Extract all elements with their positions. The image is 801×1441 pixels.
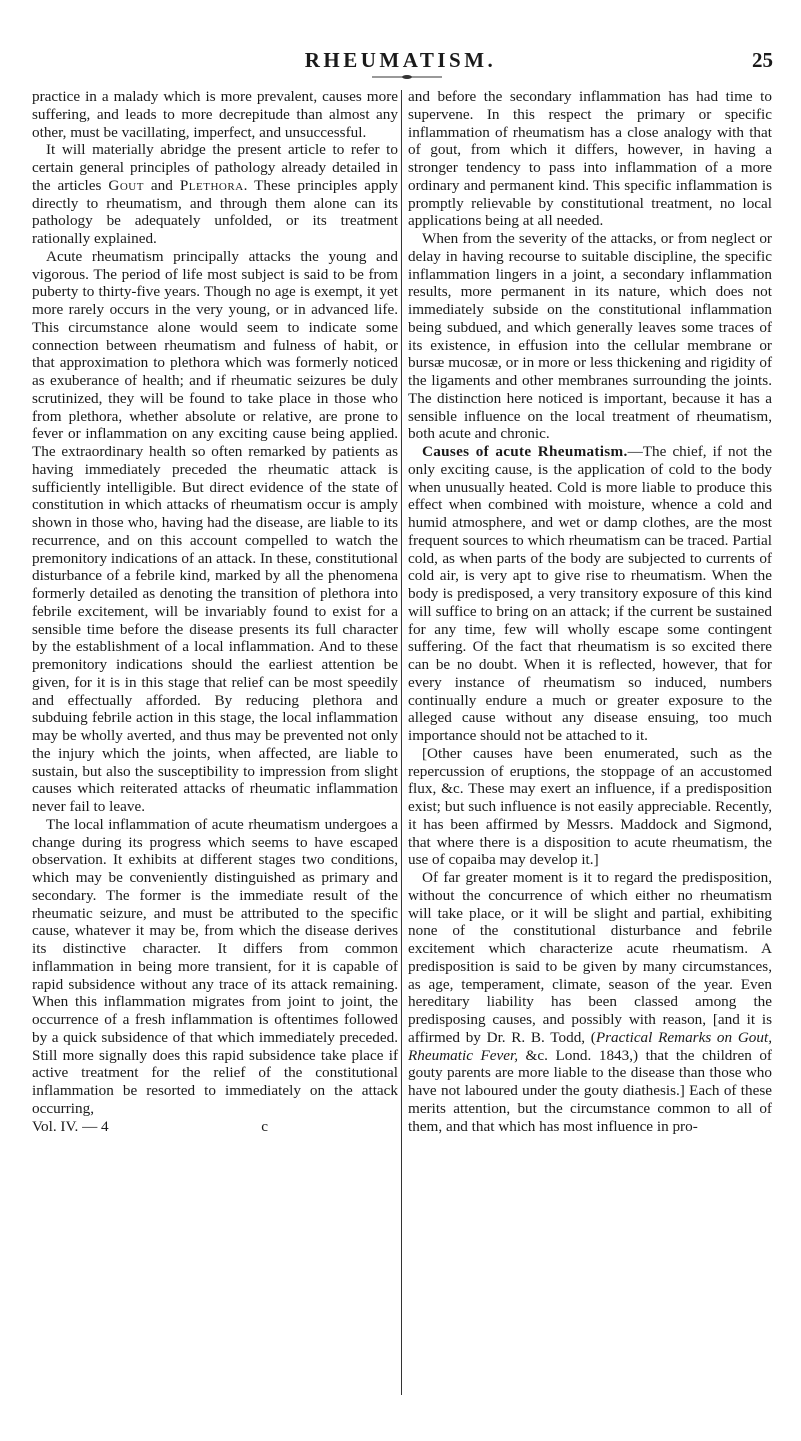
left-paragraph-3: Acute rheumatism principally attacks the young and vigorous. The period of life most subject is said to be from puberty to thirty-five years. Though no age is exempt, it yet more rarely occurs in the very young, or in advanced life. This circumstance alone would seem to indicate some connection between rheumatism and fulness of habit, or that approximation to plethora which was formerly noticed as exuberance of health; and if rheumatic seizures be duly scrutinized, they will be found to take place in those who from plethora, whether absolute or relative, are prone to fever or inflammation on any exciting cause being applied. The extraordinary health so often remarked by patients as having immediately preceded the rheumatic attack is sufficiently intelligible. But direct evidence of the state of constitution in which attacks of rheumatism occur is amply shown in those who, having had the disease, are liable to its recurrence, and on this account compelled to watch the premonitory indications of an attack. In these, constitutional disturbance of a febrile kind, marked by all the phenomena formerly detailed as denoting the transition of plethora into febrile excitement, will be invariably found to exist for a sensible time before the disease presents its full character by the establishment of a local inflammation. And to these premonitory indications should the earliest attention be given, for it is in this stage that relief can be most speedily and effectually afforded. By reducing plethora and subduing febrile action in this stage, the local inflammation may be wholly averted, and thus may be prevented not only the injury which the joints, when affected, are liable to sustain, but also the susceptibility to impression from slight causes which reiterated attacks of rheumatic inflammation never fail to leave.	[32, 247, 398, 815]
header-ornament-icon	[372, 74, 442, 80]
cited-title: Practical Remarks on Gout, Rheumatic Fever,	[408, 1028, 772, 1064]
running-title: RHEUMATISM.	[304, 48, 497, 72]
right-paragraph-5: Of far greater moment is it to regard the predisposition, without the concurrence of which either no rheumatism will take place, or it will be slight and partial, exhibiting none of the constitutional disturbance and febrile excitement which characterize acute rheumatism. A predisposition is said to be given by many circumstances, as age, temperament, climate, season of the year. Even hereditary liability has been classed among the predisposing causes, and possibly with reason, [and it is affirmed by Dr. R. B. Todd, (Practical Remarks on Gout, Rheumatic Fever, &c. Lond. 1843,) that the children of gouty parents are more liable to the disease than those who have not laboured under the gouty diathesis.] Each of these merits attention, but the circumstance common to all of them, and that which has most influence in pro-	[408, 869, 772, 1135]
gout-reference: Gout	[108, 176, 144, 194]
left-paragraph-1: practice in a malady which is more prevalent, causes more suffering, and leads to more decrepitude than almost any other, must be vacillating, imperfect, and unsuccessful.	[32, 88, 398, 141]
right-column	[408, 88, 772, 1135]
section-heading-causes: Causes of acute Rheumatism.	[422, 443, 628, 460]
gathering-mark: c	[261, 1117, 268, 1135]
right-paragraph-3: Causes of acute Rheumatism.—The chief, if not the only exciting cause, is the application of cold to the body when unusually heated. Cold is more liable to produce this effect when combined with moisture, whence a cold and humid atmosphere, and wet or damp clothes, are the most frequent sources to which rheumatism can be traced. Partial cold, as when parts of the body are subjected to currents of cold air, is very apt to give rise to rheumatism. When the body is predisposed, a very transitory exposure of this kind will suffice to bring on an attack; if the current be sustained for any time, few will wholly escape some contingent suffering. Of the fact that rheumatism is so excited there can be no doubt. When it is reflected, however, that for every instance of rheumatism so induced, numbers continually endure a much or greater exposure to the alleged cause without any disease ensuing, too much importance should not be attached to it.	[408, 443, 773, 744]
column-divider	[401, 90, 402, 1395]
left-paragraph-2: It will materially abridge the present article to refer to certain general principles of pathology already detailed in the articles Gout and Plethora. These principles apply directly to rheumatism, and through them alone can its pathology be adequately unfolded, or its treatment rationally explained.	[32, 141, 399, 247]
left-paragraph-4: The local inflammation of acute rheumatism undergoes a change during its progress which seems to have escaped observation. It exhibits at different stages two conditions, which may be conveniently distinguished as primary and secondary. The former is the immediate result of the rheumatic seizure, and must be attributed to the specific cause, whatever it may be, from which the disease derives its distinctive character. It differs from common inflammation in being more transient, for it is capable of rapid subsidence without any trace of its attack remaining. When this inflammation migrates from joint to joint, the occurrence of a fresh inflammation is oftentimes followed by a quick subsidence of that which immediately preceded. Still more signally does this rapid subsidence take place if active treatment for the relief of the constitutional inflammation be resorted to immediately on the attack occurring,	[32, 815, 398, 1117]
page-header	[0, 48, 801, 88]
plethora-reference: Plethora	[179, 176, 244, 194]
right-paragraph-2: When from the severity of the attacks, or from neglect or delay in having recourse to suitable discipline, the specific inflammation lingers in a joint, a secondary inflammation results, more permanent in its nature, which does not immediately subside on the constitutional inflammation being subdued, and which generally leaves some traces of its existence, in effusion into the cellular membrane or bursæ mucosæ, or in more or less thickening and rigidity of the ligaments and other membranes surrounding the joints. The distinction here noticed is important, because it has a sensible influence on the local treatment of rheumatism, both acute and chronic.	[408, 230, 772, 443]
page-footer	[32, 1118, 398, 1136]
page-number: 25	[752, 48, 773, 72]
volume-signature: Vol. IV. — 4	[32, 1117, 109, 1135]
right-paragraph-1: and before the secondary inflammation has had time to supervene. In this respect the primary or specific inflammation of rheumatism has a close analogy with that of gout, from which it differs, however, in having a stronger tendency to pass into inflammation of a more ordinary and permanent kind. This specific inflammation is promptly relievable by constitutional treatment, no local applications being at all needed.	[408, 88, 772, 230]
right-paragraph-4: [Other causes have been enumerated, such as the repercussion of eruptions, the stoppage of an accustomed flux, &c. These may exert an influence, if a predisposition exist; but such influence is not easily appreciable. Recently, it has been affirmed by Messrs. Maddock and Sigmond, that where there is a disposition to acute rheumatism, the use of copaiba may develop it.]	[408, 744, 772, 869]
left-column	[32, 88, 398, 1135]
